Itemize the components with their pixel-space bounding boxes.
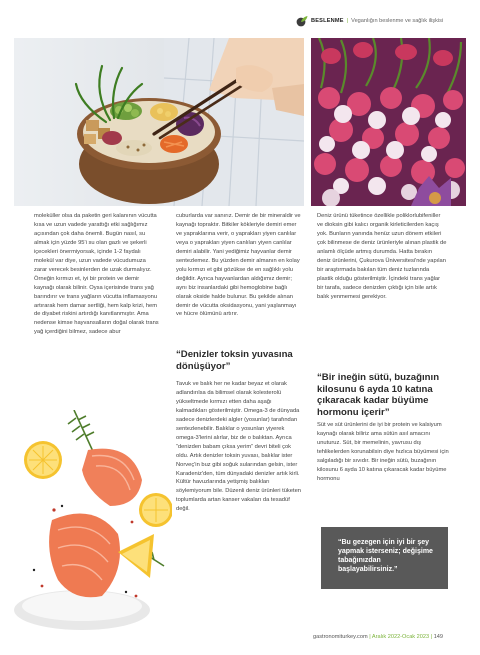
article-column-3-continued: Süt ve süt ürünlerini de iyi bir protein ve kalsiyum kaynağı olarak biliriz ama sütün asıl amacını unuturuz. Süt, bir memelinin, yavrusu dış tehlikelerden korunabilsin diye hızlıca büyümesi için salgıladığı bir sıvıdır. Bir ineğin sütü, buzağının kilosunu 6 ayda 10 katına çıkaracak kadar büyüme hormonu (317, 422, 449, 482)
article-column-2-continued: Tavuk ve balık her ne kadar beyaz et olarak adlandırılsa da bilimsel olarak kolesterolü yükseltmede kırmızı etten daha aşağı kalmadıkları gösterilmiştir. Omega-3 de dünyada sadece denizlerdeki algler (yosunlar) tarafından sentezlenebilir. Balıklar o yosunları yiyerek omega-3'lerini alırlar, biz de o balıktan. Ayrıca “denizden babam çıksa yerim” devri biteli çok oldu. Artık denizler toksin yuvası, balıklar ister Norveç'in buz gibi soğuk sularından gelsin, ister Karadeniz'den, tüm dünyadaki denizler artık kirli. Kültür havuzlarında yetişmiş balıkları söylemiyorum bile. Düzenli deniz ürünleri tüketen toplumlarda artan kanser vakaları da tesadüf değil. (176, 381, 301, 513)
leaf-icon (296, 15, 308, 27)
vegan-bowl-photo (14, 38, 304, 206)
article-column-3: Deniz ürünü tüketince özellikle poliklorlubifeniller ve dioksin gibi kalıcı organik kirleticilerden kaçış yok. Bunların yanında henüz uzun dönem etkileri çok bilinmese de deniz ürünleriyle alınan plastik de anlamlı ölçüde artmış durumda. Hatta bırakın deniz ürünlerini, Çukurova Üniversitesi'nde yapılan bir araştırmada bakılan tüm deniz tuzlarında plastik olduğu gösterilmiştir. İçindeki trans yağlar bir tarafa, sadece denizden çıktığı için bile artık balık yenmemesi gerekiyor. (317, 213, 447, 300)
section-heading-milk: “Bir ineğin sütü, buzağının kilosunu 6 ayda 10 katına çıkaracak kadar büyüme hormonu içerir” (317, 372, 440, 418)
page-number: 149 (433, 634, 444, 640)
salmon-photo (14, 410, 172, 640)
page-header (296, 14, 466, 28)
section-name: BESLENME (311, 18, 344, 24)
section-heading-seas: “Denizler toksin yuvasına dönüşüyor” (176, 349, 293, 372)
pull-quote-text: “Bu gezegen için iyi bir şey yapmak isterseniz; değişime tabağınızdan başlayabilirsiniz.” (338, 539, 433, 573)
article-column-1: moleküller olsa da paketin geri kalanının vücutta kısa ve uzun vadede yarattığı etki sağlığımız açısından çok daha önemli. Bugün nasıl, su almak için yüzde 95'i su olan gazlı ve şekerli içecekleri önermiyorsak, içinde 1-2 faydalı molekül var diye, uzun vadede vücudumuza zarar verecek besinlerden de uzak durmalıyız. Örneğin kırmızı et, iyi bir protein ve demir kaynağı olarak bilinir. Oysa içerisinde trans yağ barındırır ve trans yağların vücutta inflamasyonu artırarak hem damar sertliği, hem kalp krizi, hem de diyabet riskini artırdığı kanıtlanmıştır. Ama nedense kimse hayvansalların doğal olarak trans yağ içerdiğini bilmez, sadece abur (34, 213, 159, 336)
pull-quote (321, 527, 448, 589)
website: gastronomiturkey.com (313, 634, 368, 640)
header-separator: | (346, 18, 349, 24)
issue-date: Aralık 2022-Ocak 2023 (371, 634, 430, 640)
article-column-2: cuburlarda var sanırız. Demir de bir mineraldir ve kaynağı topraktır. Bitkiler kökleriyle demiri emer ve yapraklarına verir, o yaprakları yiyen canlılar veya o yaprakları yiyen canlıları yiyen canlılar demiri alabilir. Yani yediğimiz hayvanlar demir sentezlemez. Bu yüzden demir almanın en kolay yolu kırmızı et gibi gözükse de en sağlıklı yolu değildir. Ayrıca hayvanlardan aldığımız demir; aynı biz insanlardaki gibi hemoglobine bağlı olarak okside halde bulunur. Bu şekilde alınan demir de vücutta oksidasyonu, yani yaşlanmayı ve hücre ölümünü artırır. (176, 213, 301, 318)
page-footer: gastronomiturkey.com | Aralık 2022-Ocak 2023 | 149 (313, 634, 444, 640)
section-subtitle: Veganlığın beslenme ve sağlık ilişkisi (351, 18, 444, 24)
radish-photo (311, 38, 466, 206)
